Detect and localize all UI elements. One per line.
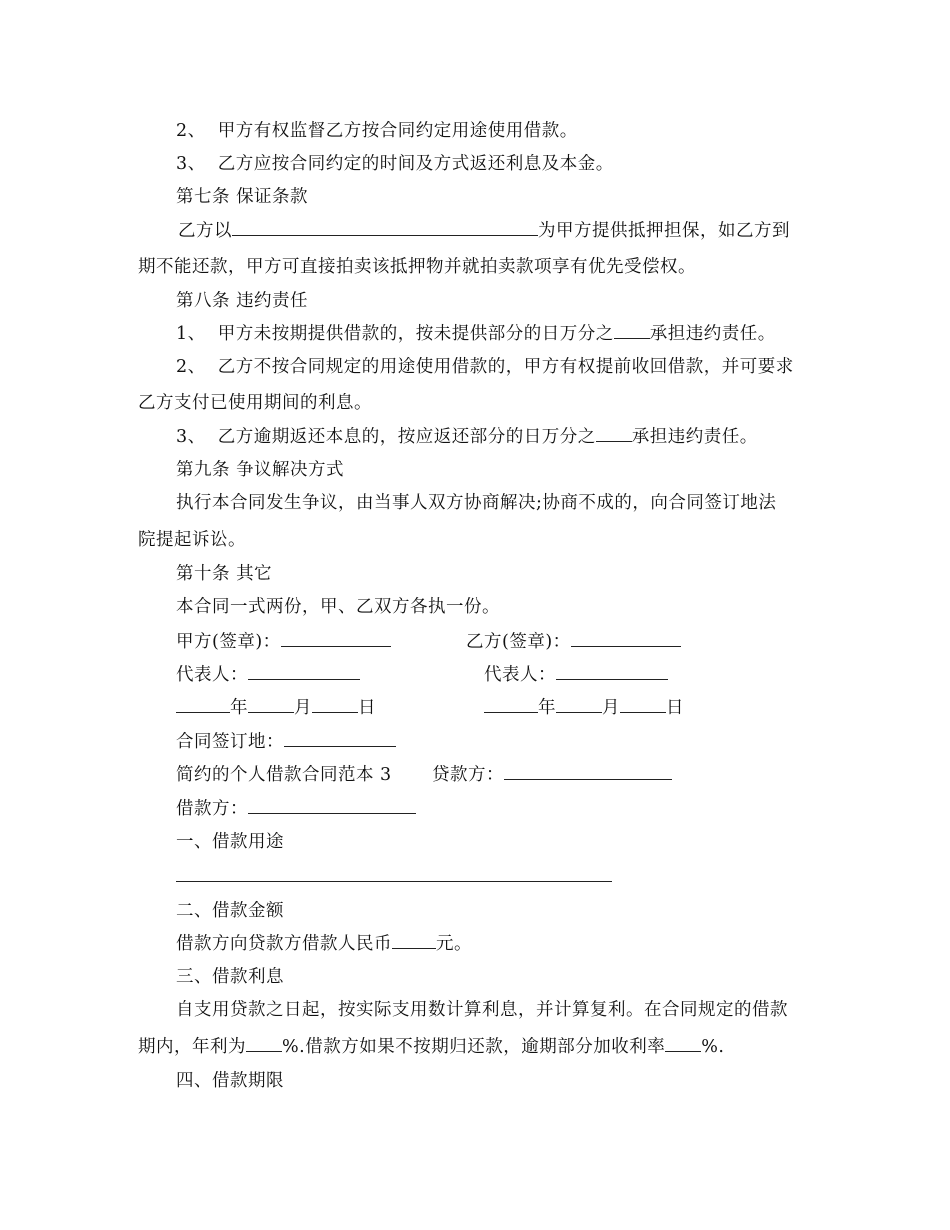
- clause-10-text: 本合同一式两份，甲、乙双方各执一份。: [176, 597, 500, 617]
- borrower-field: 借款方：: [176, 798, 416, 820]
- penalty-rate-blank-2: [596, 426, 632, 442]
- loan-purpose-blank-line: [176, 881, 612, 882]
- year-blank: [176, 697, 230, 713]
- penalty-rate-blank-1: [614, 323, 650, 339]
- clause-9-text-line-2: 院提起诉讼。: [138, 530, 246, 550]
- clause-7-text-line-1: [178, 220, 790, 242]
- clause-10-heading: 第十条 其它: [176, 564, 273, 584]
- loan-amount-blank: [392, 933, 436, 949]
- lender-field: 贷款方：: [432, 764, 672, 786]
- party-b-date: 年 月 日: [484, 697, 684, 719]
- signing-place: 合同签订地：: [176, 731, 396, 753]
- party-a-signature: 甲方(签章)：: [176, 631, 391, 653]
- lender-blank: [504, 764, 672, 780]
- clause-9-text-line-1: 执行本合同发生争议，由当事人双方协商解决;协商不成的，向合同签订地法: [176, 493, 777, 513]
- party-a-representative: 代表人：: [176, 664, 360, 686]
- year-blank: [484, 697, 538, 713]
- clause-7-prefix: 乙方以: [178, 221, 232, 241]
- party-a-date: 年 月 日: [176, 697, 376, 719]
- party-a-representative-blank: [248, 664, 360, 680]
- month-blank: [248, 697, 294, 713]
- clause-6-item-3: 3、 乙方应按合同约定的时间及方式返还利息及本金。: [176, 154, 614, 174]
- day-blank: [620, 697, 666, 713]
- clause-8-heading: 第八条 违约责任: [176, 291, 309, 311]
- clause-8-item-2-line-1: 2、 乙方不按合同规定的用途使用借款的，甲方有权提前收回借款，并可要求: [176, 357, 794, 377]
- clause-8-item-3: 3、 乙方逾期返还本息的，按应返还部分的日万分之 承担违约责任。: [176, 427, 758, 447]
- section-3-heading: 三、借款利息: [176, 967, 284, 987]
- party-b-signature-blank: [571, 631, 681, 647]
- clause-8-item-2-line-2: 乙方支付已使用期间的利息。: [138, 393, 372, 413]
- day-blank: [312, 697, 358, 713]
- party-a-signature-blank: [281, 631, 391, 647]
- signing-place-blank: [284, 731, 396, 747]
- clause-7-heading: 第七条 保证条款: [176, 187, 309, 207]
- borrower-blank: [248, 798, 416, 814]
- section-4-heading: 四、借款期限: [176, 1071, 284, 1091]
- annual-rate-blank: [246, 1036, 282, 1052]
- party-b-representative-blank: [556, 664, 668, 680]
- collateral-blank: [232, 220, 538, 236]
- overdue-rate-blank: [665, 1036, 701, 1052]
- clause-9-heading: 第九条 争议解决方式: [176, 460, 345, 480]
- section-2-text: 借款方向贷款方借款人民币 元。: [176, 934, 472, 954]
- section-2-heading: 二、借款金额: [176, 901, 284, 921]
- clause-6-item-2: 2、 甲方有权监督乙方按合同约定用途使用借款。: [176, 121, 578, 141]
- party-b-representative: 代表人：: [484, 664, 668, 686]
- section-1-heading: 一、借款用途: [176, 832, 284, 852]
- clause-7-suffix: 为甲方提供抵押担保，如乙方到: [538, 221, 790, 241]
- clause-7-text-line-2: 期不能还款，甲方可直接拍卖该抵押物并就拍卖款项享有优先受偿权。: [138, 257, 696, 277]
- clause-8-item-1: 1、 甲方未按期提供借款的，按未提供部分的日万分之 承担违约责任。: [176, 324, 776, 344]
- template-3-title: 简约的个人借款合同范本 3: [176, 765, 392, 785]
- month-blank: [556, 697, 602, 713]
- section-3-text-line-1: 自支用贷款之日起，按实际支用数计算利息，并计算复利。在合同规定的借款: [176, 1000, 788, 1020]
- section-3-text-line-2: 期内，年利为 %.借款方如果不按期归还款，逾期部分加收利率 %.: [138, 1037, 725, 1057]
- party-b-signature: 乙方(签章)：: [466, 631, 681, 653]
